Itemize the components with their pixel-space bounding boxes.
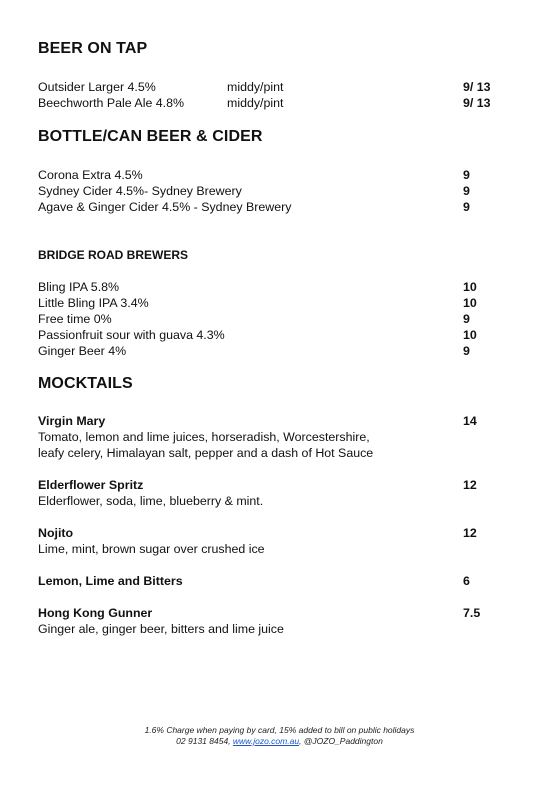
footer-contact	[0, 736, 559, 747]
item-name: Elderflower Spritz	[38, 478, 144, 492]
item-description: Lime, mint, brown sugar over crushed ice	[38, 542, 265, 556]
item-size: middy/pint	[227, 96, 284, 110]
item-price: 7.5	[463, 606, 481, 620]
item-name: Ginger Beer 4%	[38, 344, 127, 358]
menu-item	[38, 279, 508, 295]
item-price: 6	[463, 574, 470, 588]
item-name: Agave & Ginger Cider 4.5% - Sydney Brewery	[38, 200, 292, 214]
item-description: leafy celery, Himalayan salt, pepper and a dash of Hot Sauce	[38, 446, 374, 460]
section-title-beer-on-tap: BEER ON TAP	[38, 40, 148, 57]
menu-item	[38, 199, 508, 215]
item-name: Virgin Mary	[38, 414, 106, 428]
item-name: Sydney Cider 4.5%- Sydney Brewery	[38, 184, 242, 198]
footer-social: , @JOZO_Paddington	[299, 736, 383, 746]
item-name: Little Bling IPA 3.4%	[38, 296, 149, 310]
menu-item	[38, 295, 508, 311]
menu-item	[38, 573, 508, 589]
menu-item	[38, 311, 508, 327]
item-name: Hong Kong Gunner	[38, 606, 153, 620]
section-title-bridge-road: BRIDGE ROAD BREWERS	[38, 248, 189, 262]
item-name: Passionfruit sour with guava 4.3%	[38, 328, 225, 342]
website-link[interactable]: www.jozo.com.au	[232, 736, 300, 746]
menu-item	[38, 605, 508, 621]
item-price: 14	[463, 414, 477, 428]
item-description: Tomato, lemon and lime juices, horseradish, Worcestershire,	[38, 430, 370, 444]
item-price: 9	[463, 168, 470, 182]
menu-item	[38, 477, 508, 493]
item-price: 10	[463, 296, 477, 310]
item-name: Lemon, Lime and Bitters	[38, 574, 183, 588]
footer-phone: 02 9131 8454,	[176, 736, 233, 746]
item-price: 10	[463, 280, 477, 294]
item-price: 12	[463, 526, 477, 540]
item-price: 12	[463, 478, 477, 492]
item-price: 9	[463, 344, 470, 358]
menu-item	[38, 525, 508, 541]
section-title-bottle-can: BOTTLE/CAN BEER & CIDER	[38, 128, 263, 145]
item-size: middy/pint	[227, 80, 284, 94]
item-name: Beechworth Pale Ale 4.8%	[38, 96, 185, 110]
item-price: 9	[463, 312, 470, 326]
item-price: 10	[463, 328, 477, 342]
item-name: Corona Extra 4.5%	[38, 168, 143, 182]
item-name: Nojito	[38, 526, 74, 540]
item-name: Outsider Larger 4.5%	[38, 80, 156, 94]
item-price: 9	[463, 200, 470, 214]
footer-note: 1.6% Charge when paying by card, 15% added to bill on public holidays	[144, 725, 415, 735]
menu-item	[38, 79, 508, 95]
item-price: 9/ 13	[463, 96, 491, 110]
item-description: Ginger ale, ginger beer, bitters and lime juice	[38, 622, 284, 636]
item-price: 9	[463, 184, 470, 198]
item-description: Elderflower, soda, lime, blueberry & mint.	[38, 494, 264, 508]
menu-item	[38, 343, 508, 359]
menu-item	[38, 413, 508, 429]
item-name: Free time 0%	[38, 312, 112, 326]
item-price: 9/ 13	[463, 80, 491, 94]
menu-item	[38, 183, 508, 199]
menu-item	[38, 95, 508, 111]
menu-item	[38, 167, 508, 183]
item-name: Bling IPA 5.8%	[38, 280, 120, 294]
menu-item	[38, 327, 508, 343]
section-title-mocktails: MOCKTAILS	[38, 375, 133, 392]
